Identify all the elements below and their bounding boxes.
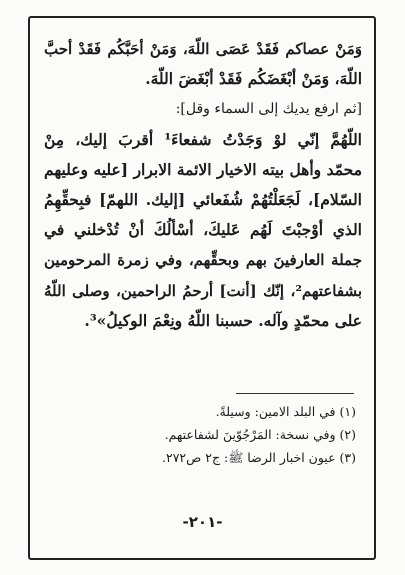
footnote-2: (٢) وفي نسخة: المَرْجُوّينَ لشفاعتهم. [164,427,356,442]
main-text [44,34,362,336]
footnote-separator [236,393,354,394]
text-line: السّلام]، لَجَعَلْتُهُمْ شُفَعائي [إليك. اللهمّ] فبِحقِّهِمُ [44,190,362,210]
text-line: الذي أوْجبْتَ لَهُم عَليكَ، أسْألُكَ أنْ تُدْخلني في [44,220,362,240]
footnote-3: (٣) عيون اخبار الرضا ﷺ: ج٢ ص٢٧٢. [162,450,356,465]
text-line: على محمّدٍ وآله. حسبنا اللّهُ ونِعْمَ الوكيلُ»³. [84,310,362,330]
text-line: اللّهَ، وَمَنْ أبْغَضَكُم فَقَدْ أبْغَضَ اللّهَ. [145,69,362,89]
text-line: جملة العارفينَ بهم وبحقِّهم، وفي زمرة المرحومين [44,251,362,270]
page-number: -٢٠١- [182,513,223,531]
text-line: بشفاعتهم²، إنّك [أنت] أرحمُ الراحمين، وصلى اللّهُ [44,281,362,300]
text-line: اللّهُمَّ إنّي لوْ وَجَدْتُ شفعاءَ¹ أقربَ إليك، مِنْ [44,129,362,149]
instruction-line: [ثم ارفع يديك إلى السماء وقل]: [175,101,362,118]
footnotes [44,400,356,469]
text-line: وَمَنْ عصاكم فَقَدْ عَصَى اللّهَ، وَمَنْ أحَبَّكُم فَقَدْ أحبَّ [44,40,362,58]
footnote-1: (١) في البلد الامين: وسيلةً. [215,404,356,419]
text-line: محمّد وأهل بيته الاخيار الائمة الابرار [عليه وعليهم [44,159,362,179]
